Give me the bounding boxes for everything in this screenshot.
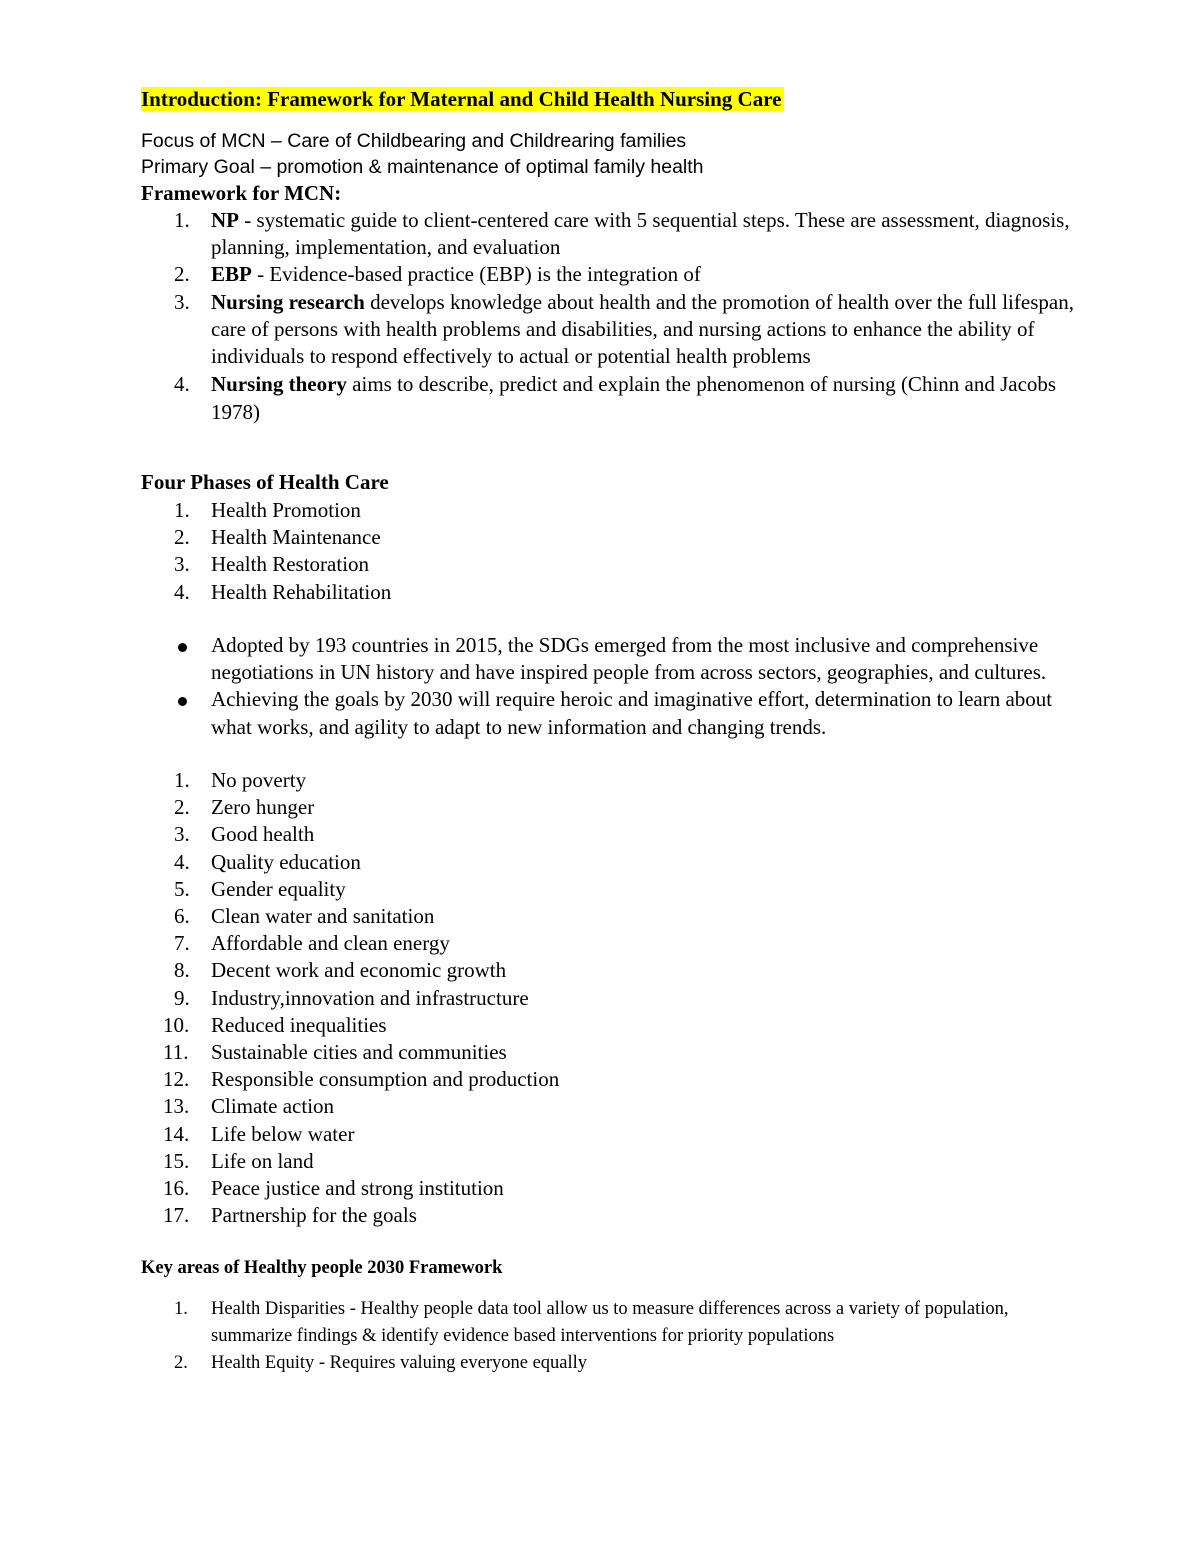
framework-term: Nursing theory <box>211 372 347 397</box>
list-item: 6. Clean water and sanitation <box>174 904 435 929</box>
page-title-text: Introduction: Framework for Maternal and Child Health Nursing Care <box>141 87 782 111</box>
list-item: 1. Health Disparities - Healthy people data tool allow us to measure differences across a variety of population, summarize findings & identify evidence based interventions for priority populations <box>174 1299 1009 1347</box>
bullet-item: Achieving the goals by 2030 will require heroic and imaginative effort, determination to learn about what works, and agility to adapt to new information and changing trends. <box>141 686 1081 740</box>
list-item: 12. Responsible consumption and production <box>163 1067 560 1092</box>
list-item: 3. Good health <box>174 822 315 847</box>
list-item: 5. Gender equality <box>174 876 346 901</box>
list-item: 1. No poverty <box>174 768 307 792</box>
list-item: 14. Life below water <box>163 1121 355 1146</box>
list-item: 16. Peace justice and strong institution <box>163 1176 504 1201</box>
list-item: 8. Decent work and economic growth <box>174 958 507 983</box>
page-title <box>141 86 784 113</box>
list-item: 3. Health Restoration <box>174 552 370 577</box>
framework-list <box>141 207 1081 426</box>
goal-line: Primary Goal – promotion & maintenance of optimal family health <box>141 156 704 178</box>
framework-item-np: 1. NP - systematic guide to client-centered care with 5 sequential steps. These are assessment, diagnosis, planning, implementation, and evaluation <box>174 208 1070 260</box>
framework-term: EBP <box>211 262 252 287</box>
bullet-item: Adopted by 193 countries in 2015, the SDGs emerged from the most inclusive and comprehensive negotiations in UN history and have inspired people from across sectors, geographies, and cultures. <box>141 632 1081 686</box>
list-item: 4. Quality education <box>174 849 361 874</box>
list-item: 10. Reduced inequalities <box>163 1012 387 1037</box>
list-item: 11. Sustainable cities and communities <box>163 1040 507 1065</box>
framework-heading: Framework for MCN: <box>141 181 342 205</box>
healthy-people-list <box>141 1296 1081 1378</box>
framework-term: NP <box>211 208 239 232</box>
phases-heading: Four Phases of Health Care <box>141 470 389 494</box>
bullet-icon <box>178 697 187 706</box>
list-item: 13. Climate action <box>163 1094 335 1119</box>
list-item: 17. Partnership for the goals <box>163 1203 417 1228</box>
list-item: 2. Zero hunger <box>174 795 315 820</box>
list-item: 4. Health Rehabilitation <box>174 579 392 604</box>
sdg-bullet-list <box>141 632 1081 741</box>
list-item: 1. Health Promotion <box>174 498 361 522</box>
focus-line: Focus of MCN – Care of Childbearing and Childrearing families <box>141 130 687 152</box>
list-item: 15. Life on land <box>163 1148 314 1173</box>
bullet-icon <box>178 643 187 652</box>
list-item: 7. Affordable and clean energy <box>174 931 450 956</box>
framework-item-theory: 4. Nursing theory aims to describe, predict and explain the phenomenon of nursing (Chinn and Jacobs 1978) <box>174 372 1057 425</box>
framework-term: Nursing research <box>211 289 365 314</box>
list-item: 9. Industry,innovation and infrastructure <box>174 985 529 1010</box>
list-item: 2. Health Maintenance <box>174 525 381 550</box>
healthy-people-heading: Key areas of Healthy people 2030 Framework <box>141 1258 503 1278</box>
phases-list <box>141 497 1081 606</box>
framework-item-research: 3. Nursing research develops knowledge about health and the promotion of health over the full lifespan, care of persons with health problems and disabilities, and nursing actions to enhance the ability of individuals to respond effectively to actual or potential health problems <box>174 289 1074 369</box>
list-item: 2. Health Equity - Requires valuing everyone equally <box>174 1353 588 1374</box>
sdg-list <box>141 767 1081 1229</box>
framework-item-ebp: 2. EBP - Evidence-based practice (EBP) is the integration of <box>174 262 701 287</box>
